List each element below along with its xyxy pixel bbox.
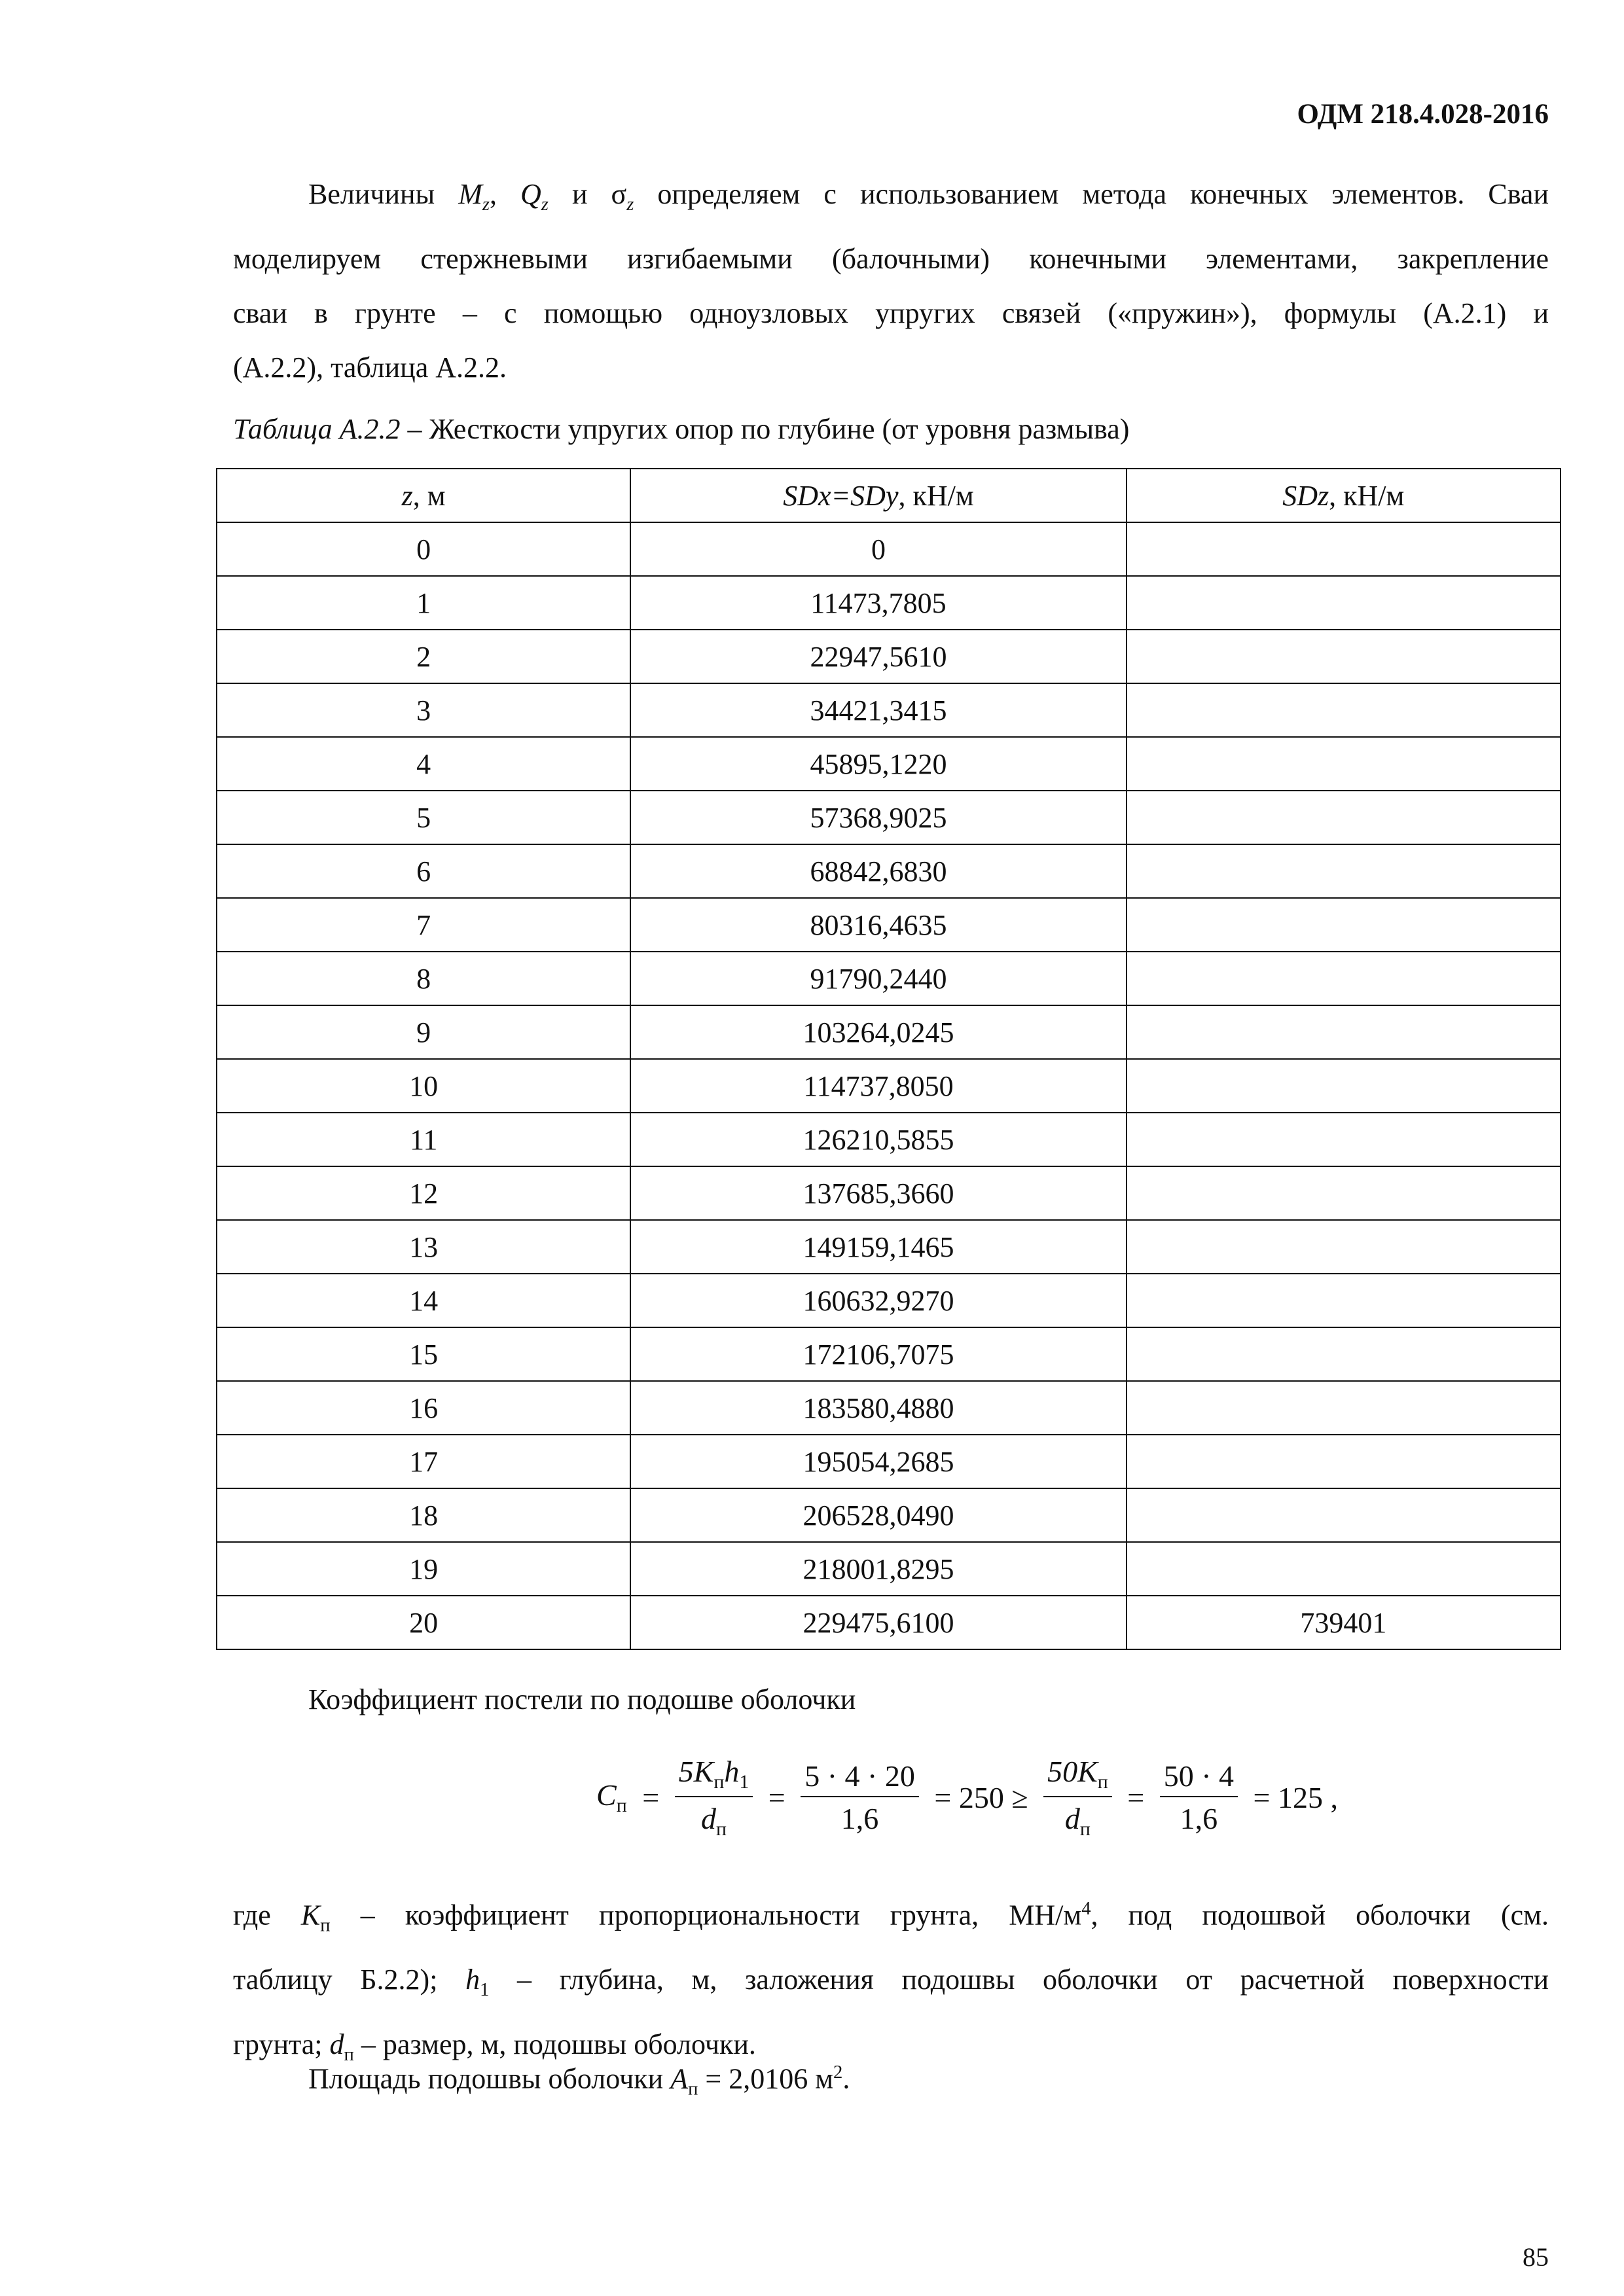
intro-line-3: сваи в грунте – с помощью одноузловых упругих связей («пружин»), формулы (А.2.1) и [233, 296, 1549, 329]
intro-paragraph [233, 167, 1549, 395]
cell-horizontal-stiffness: 183580,4880 [630, 1381, 1126, 1435]
table-row [217, 844, 1561, 898]
cell-horizontal-stiffness: 57368,9025 [630, 791, 1126, 844]
cell-vertical-stiffness [1127, 1274, 1561, 1327]
cell-depth: 9 [217, 1005, 630, 1059]
area-paragraph: Площадь подошвы оболочки $A_п = 2,0106$ $м^2$. [308, 2062, 850, 2100]
cell-vertical-stiffness [1127, 791, 1561, 844]
cell-vertical-stiffness [1127, 522, 1561, 576]
cell-horizontal-stiffness: 91790,2440 [630, 952, 1126, 1005]
table-row [217, 576, 1561, 630]
cell-vertical-stiffness [1127, 1059, 1561, 1113]
cell-depth: 2 [217, 630, 630, 683]
cell-depth: 11 [217, 1113, 630, 1166]
document-code-header: ОДМ 218.4.028-2016 [1297, 99, 1549, 130]
cell-horizontal-stiffness: 218001,8295 [630, 1542, 1126, 1596]
table-row [217, 1113, 1561, 1166]
cell-depth: 5 [217, 791, 630, 844]
cell-depth: 0 [217, 522, 630, 576]
cell-depth: 3 [217, 683, 630, 737]
cell-horizontal-stiffness: 45895,1220 [630, 737, 1126, 791]
table-row [217, 1381, 1561, 1435]
table-caption [233, 412, 1129, 446]
cell-depth: 20 [217, 1596, 630, 1649]
table-row [217, 1166, 1561, 1220]
cell-depth: 15 [217, 1327, 630, 1381]
table-row [217, 898, 1561, 952]
where-line-2: таблицу Б.2.2); $h_1$ – глубина, м, заложения подошвы оболочки от расчетной поверхности [233, 1964, 1549, 2001]
cell-vertical-stiffness [1127, 1488, 1561, 1542]
table-row [217, 522, 1561, 576]
cell-vertical-stiffness [1127, 630, 1561, 683]
intro-line-2: моделируем стержневыми изгибаемыми (балочными) конечными элементами, закрепление [233, 242, 1549, 275]
table-row [217, 952, 1561, 1005]
formula-fraction-2: $\frac{5 \cdot 4 \cdot 20}{1,6}$ [801, 1759, 919, 1836]
cell-vertical-stiffness [1127, 952, 1561, 1005]
cell-horizontal-stiffness: 126210,5855 [630, 1113, 1126, 1166]
cell-horizontal-stiffness: 195054,2685 [630, 1435, 1126, 1488]
cell-vertical-stiffness [1127, 898, 1561, 952]
cell-vertical-stiffness [1127, 737, 1561, 791]
table-row [217, 1596, 1561, 1649]
cell-depth: 4 [217, 737, 630, 791]
cell-horizontal-stiffness: 114737,8050 [630, 1059, 1126, 1113]
table-row [217, 1220, 1561, 1274]
cell-depth: 19 [217, 1542, 630, 1596]
cell-depth: 12 [217, 1166, 630, 1220]
cell-depth: 18 [217, 1488, 630, 1542]
cell-depth: 16 [217, 1381, 630, 1435]
cell-depth: 8 [217, 952, 630, 1005]
cell-horizontal-stiffness: 68842,6830 [630, 844, 1126, 898]
cell-vertical-stiffness [1127, 576, 1561, 630]
cell-horizontal-stiffness: 206528,0490 [630, 1488, 1126, 1542]
header-depth: z, м [217, 469, 630, 522]
cell-horizontal-stiffness: 172106,7075 [630, 1327, 1126, 1381]
header-horizontal-stiffness: SDx=SDy, кН/м [630, 469, 1126, 522]
table-row [217, 737, 1561, 791]
cell-horizontal-stiffness: 137685,3660 [630, 1166, 1126, 1220]
cell-vertical-stiffness [1127, 844, 1561, 898]
table-row [217, 791, 1561, 844]
table-row [217, 1059, 1561, 1113]
table-row [217, 1435, 1561, 1488]
cell-vertical-stiffness [1127, 1381, 1561, 1435]
table-caption-label: Таблица А.2.2 [233, 413, 401, 445]
cell-vertical-stiffness [1127, 1005, 1561, 1059]
cell-vertical-stiffness [1127, 1220, 1561, 1274]
cell-horizontal-stiffness: 229475,6100 [630, 1596, 1126, 1649]
table-row [217, 683, 1561, 737]
formula-lhs: $C_п$ [596, 1778, 627, 1817]
table-row [217, 1327, 1561, 1381]
table-row [217, 1488, 1561, 1542]
cell-horizontal-stiffness: 22947,5610 [630, 630, 1126, 683]
cell-depth: 1 [217, 576, 630, 630]
cell-depth: 10 [217, 1059, 630, 1113]
intro-line-4: (А.2.2), таблица А.2.2. [233, 351, 507, 384]
table-row [217, 1274, 1561, 1327]
cell-vertical-stiffness [1127, 683, 1561, 737]
intro-line-1: Величины $M_z$, $Q_z$ и $\sigma_z$ определяем с использованием метода конечных элементов. Сваи [308, 178, 1549, 215]
cell-vertical-stiffness: 739401 [1127, 1596, 1561, 1649]
table-row [217, 630, 1561, 683]
cell-horizontal-stiffness: 0 [630, 522, 1126, 576]
cell-vertical-stiffness [1127, 1435, 1561, 1488]
cell-horizontal-stiffness: 103264,0245 [630, 1005, 1126, 1059]
where-line-3: грунта; $d_п$ – размер, м, подошвы оболочки. [233, 2028, 756, 2066]
cell-depth: 14 [217, 1274, 630, 1327]
table-caption-text: – Жесткости упругих опор по глубине (от уровня размыва) [400, 413, 1130, 445]
cell-depth: 6 [217, 844, 630, 898]
cell-depth: 17 [217, 1435, 630, 1488]
page-number: 85 [1523, 2242, 1549, 2272]
table-body [217, 522, 1561, 1649]
cell-depth: 13 [217, 1220, 630, 1274]
header-vertical-stiffness: SDz, кН/м [1127, 469, 1561, 522]
stiffness-table [216, 468, 1561, 1650]
table-row [217, 1005, 1561, 1059]
cell-horizontal-stiffness: 149159,1465 [630, 1220, 1126, 1274]
cell-vertical-stiffness [1127, 1327, 1561, 1381]
table-row [217, 1542, 1561, 1596]
cell-horizontal-stiffness: 80316,4635 [630, 898, 1126, 952]
cell-vertical-stiffness [1127, 1113, 1561, 1166]
cell-horizontal-stiffness: 160632,9270 [630, 1274, 1126, 1327]
formula-fraction-1: $\frac{5K_пh_1}{d_п}$ [675, 1754, 753, 1840]
formula-fraction-3: $\frac{50K_п}{d_п}$ [1043, 1754, 1112, 1840]
coefficient-paragraph: Коэффициент постели по подошве оболочки [308, 1683, 856, 1715]
cell-vertical-stiffness [1127, 1542, 1561, 1596]
cell-vertical-stiffness [1127, 1166, 1561, 1220]
cell-horizontal-stiffness: 11473,7805 [630, 576, 1126, 630]
table-header-row [217, 469, 1561, 522]
cell-horizontal-stiffness: 34421,3415 [630, 683, 1126, 737]
cell-depth: 7 [217, 898, 630, 952]
formula-fraction-4: $\frac{50 \cdot 4}{1,6}$ [1160, 1759, 1238, 1836]
formula-bed-coefficient: $C_п$ = $\frac{5K_пh_1}{d_п}$ = $\frac{5 \cdot 4 \cdot 20}{1,6}$ = 250 ≥ $\frac{50K_п}{d_п}$ = $\frac{50 \cdot 4}{1,6}$ = 125 , [596, 1755, 1338, 1840]
where-line-1: где $K_п$ – коэффициент пропорциональности грунта, $МН/м^4$, под подошвой оболочки (см. [233, 1899, 1549, 1936]
